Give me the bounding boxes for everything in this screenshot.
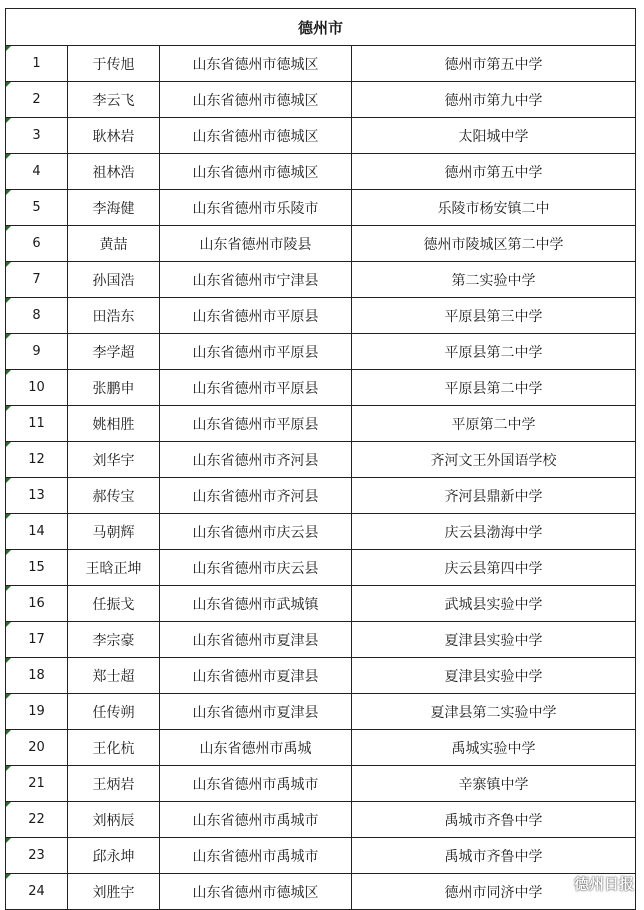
- row-number-text: 15: [28, 560, 45, 575]
- cell-marker: [6, 802, 11, 807]
- table-row: [6, 442, 636, 478]
- table-row: [6, 874, 636, 910]
- row-number: [6, 406, 68, 442]
- student-school: 夏津县实验中学: [352, 622, 636, 658]
- table-row: [6, 190, 636, 226]
- row-number-text: 6: [32, 236, 41, 251]
- student-school: 乐陵市杨安镇二中: [352, 190, 636, 226]
- student-location: 山东省德州市夏津县: [160, 622, 352, 658]
- cell-marker: [6, 298, 11, 303]
- row-number-text: 2: [32, 92, 41, 107]
- student-location: 山东省德州市德城区: [160, 154, 352, 190]
- student-name: 任传朔: [68, 694, 160, 730]
- student-school: 平原第二中学: [352, 406, 636, 442]
- row-number: [6, 46, 68, 82]
- student-name: 王化杭: [68, 730, 160, 766]
- student-name: 郑士超: [68, 658, 160, 694]
- table-row: [6, 154, 636, 190]
- table-row: [6, 118, 636, 154]
- table-row: [6, 586, 636, 622]
- table-header-row: [6, 9, 636, 46]
- row-number-text: 11: [28, 416, 45, 431]
- row-number: [6, 118, 68, 154]
- table-row: [6, 298, 636, 334]
- student-name: 祖林浩: [68, 154, 160, 190]
- student-name: 姚相胜: [68, 406, 160, 442]
- row-number: [6, 586, 68, 622]
- student-name: 李宗豪: [68, 622, 160, 658]
- student-school: 禹城市齐鲁中学: [352, 838, 636, 874]
- table-row: [6, 370, 636, 406]
- table-row: [6, 838, 636, 874]
- student-location: 山东省德州市禹城市: [160, 802, 352, 838]
- student-school: 庆云县第四中学: [352, 550, 636, 586]
- student-school: 第二实验中学: [352, 262, 636, 298]
- cell-marker: [6, 190, 11, 195]
- row-number: [6, 370, 68, 406]
- row-number: [6, 298, 68, 334]
- student-school: 德州市陵城区第二中学: [352, 226, 636, 262]
- wechat-icon: [548, 875, 570, 893]
- cell-marker: [6, 730, 11, 735]
- row-number: [6, 658, 68, 694]
- row-number: [6, 874, 68, 910]
- row-number: [6, 550, 68, 586]
- student-location: 山东省德州市夏津县: [160, 658, 352, 694]
- table-row: [6, 766, 636, 802]
- student-name: 任振戈: [68, 586, 160, 622]
- row-number: [6, 82, 68, 118]
- table-row: [6, 658, 636, 694]
- student-school: 德州市同济中学: [352, 874, 636, 910]
- student-location: 山东省德州市禹城: [160, 730, 352, 766]
- row-number: [6, 262, 68, 298]
- row-number-text: 10: [28, 380, 45, 395]
- student-location: 山东省德州市乐陵市: [160, 190, 352, 226]
- row-number: [6, 802, 68, 838]
- student-location: 山东省德州市武城镇: [160, 586, 352, 622]
- student-school: 平原县第三中学: [352, 298, 636, 334]
- student-name: 李海健: [68, 190, 160, 226]
- student-school: 夏津县第二实验中学: [352, 694, 636, 730]
- row-number: [6, 478, 68, 514]
- student-location: 山东省德州市陵县: [160, 226, 352, 262]
- student-location: 山东省德州市平原县: [160, 370, 352, 406]
- student-school: 齐河县鼎新中学: [352, 478, 636, 514]
- row-number-text: 20: [28, 740, 45, 755]
- cell-marker: [6, 262, 11, 267]
- student-location: 山东省德州市禹城市: [160, 838, 352, 874]
- row-number-text: 23: [28, 848, 45, 863]
- table-row: [6, 622, 636, 658]
- cell-marker: [6, 226, 11, 231]
- student-school: 平原县第二中学: [352, 334, 636, 370]
- student-location: 山东省德州市平原县: [160, 406, 352, 442]
- cell-marker: [6, 550, 11, 555]
- student-school: 辛寨镇中学: [352, 766, 636, 802]
- cell-marker: [6, 838, 11, 843]
- student-location: 山东省德州市夏津县: [160, 694, 352, 730]
- student-name: 刘柄辰: [68, 802, 160, 838]
- student-name: 王炳岩: [68, 766, 160, 802]
- row-number: [6, 766, 68, 802]
- row-number-text: 16: [28, 596, 45, 611]
- cell-marker: [6, 442, 11, 447]
- student-name: 张鹏申: [68, 370, 160, 406]
- row-number-text: 21: [28, 776, 45, 791]
- student-school: 庆云县渤海中学: [352, 514, 636, 550]
- table-row: [6, 478, 636, 514]
- row-number-text: 13: [28, 488, 45, 503]
- student-location: 山东省德州市德城区: [160, 874, 352, 910]
- student-name: 马朝辉: [68, 514, 160, 550]
- row-number: [6, 226, 68, 262]
- student-location: 山东省德州市德城区: [160, 82, 352, 118]
- row-number-text: 24: [28, 884, 45, 899]
- student-name: 李云飞: [68, 82, 160, 118]
- table-row: [6, 730, 636, 766]
- row-number: [6, 334, 68, 370]
- cell-marker: [6, 658, 11, 663]
- student-name: 邱永坤: [68, 838, 160, 874]
- table-row: [6, 262, 636, 298]
- cell-marker: [6, 514, 11, 519]
- row-number-text: 4: [32, 164, 41, 179]
- student-school: 德州市第五中学: [352, 154, 636, 190]
- cell-marker: [6, 874, 11, 879]
- row-number-text: 19: [28, 704, 45, 719]
- table-row: [6, 82, 636, 118]
- watermark: [548, 873, 634, 894]
- student-name: 于传旭: [68, 46, 160, 82]
- table-row: [6, 406, 636, 442]
- row-number: [6, 190, 68, 226]
- row-number-text: 14: [28, 524, 45, 539]
- table-row: [6, 550, 636, 586]
- cell-marker: [6, 46, 11, 51]
- table-row: [6, 514, 636, 550]
- row-number: [6, 730, 68, 766]
- student-name: 郝传宝: [68, 478, 160, 514]
- student-school: 德州市第五中学: [352, 46, 636, 82]
- row-number-text: 5: [32, 200, 41, 215]
- cell-marker: [6, 154, 11, 159]
- student-location: 山东省德州市平原县: [160, 298, 352, 334]
- student-school: 平原县第二中学: [352, 370, 636, 406]
- cell-marker: [6, 118, 11, 123]
- student-location: 山东省德州市庆云县: [160, 550, 352, 586]
- student-location: 山东省德州市齐河县: [160, 442, 352, 478]
- student-location: 山东省德州市德城区: [160, 46, 352, 82]
- table-row: [6, 46, 636, 82]
- cell-marker: [6, 694, 11, 699]
- student-name: 刘胜宇: [68, 874, 160, 910]
- student-location: 山东省德州市庆云县: [160, 514, 352, 550]
- row-number-text: 17: [28, 632, 45, 647]
- student-school: 禹城市齐鲁中学: [352, 802, 636, 838]
- student-name: 王晗正坤: [68, 550, 160, 586]
- row-number: [6, 838, 68, 874]
- cell-marker: [6, 766, 11, 771]
- student-name: 耿林岩: [68, 118, 160, 154]
- cell-marker: [6, 82, 11, 87]
- row-number: [6, 622, 68, 658]
- row-number-text: 18: [28, 668, 45, 683]
- student-location: 山东省德州市禹城市: [160, 766, 352, 802]
- table-row: [6, 334, 636, 370]
- student-school: 德州市第九中学: [352, 82, 636, 118]
- table-row: [6, 802, 636, 838]
- student-name: 刘华宇: [68, 442, 160, 478]
- student-name: 孙国浩: [68, 262, 160, 298]
- row-number-text: 1: [32, 56, 41, 71]
- cell-marker: [6, 406, 11, 411]
- row-number: [6, 442, 68, 478]
- student-name: 李学超: [68, 334, 160, 370]
- row-number: [6, 694, 68, 730]
- row-number: [6, 154, 68, 190]
- student-school: 禹城实验中学: [352, 730, 636, 766]
- table-body: [6, 46, 636, 910]
- watermark-text: 德州日报: [573, 875, 634, 893]
- student-name: 黄喆: [68, 226, 160, 262]
- cell-marker: [6, 478, 11, 483]
- table-row: [6, 226, 636, 262]
- row-number-text: 22: [28, 812, 45, 827]
- student-name: 田浩东: [68, 298, 160, 334]
- winners-table: [5, 8, 636, 910]
- cell-marker: [6, 586, 11, 591]
- city-header: 德州市: [6, 9, 636, 46]
- student-location: 山东省德州市德城区: [160, 118, 352, 154]
- student-school: 齐河文王外国语学校: [352, 442, 636, 478]
- row-number: [6, 514, 68, 550]
- cell-marker: [6, 334, 11, 339]
- student-location: 山东省德州市齐河县: [160, 478, 352, 514]
- student-school: 夏津县实验中学: [352, 658, 636, 694]
- row-number-text: 7: [32, 272, 41, 287]
- student-location: 山东省德州市宁津县: [160, 262, 352, 298]
- student-school: 太阳城中学: [352, 118, 636, 154]
- row-number-text: 9: [32, 344, 41, 359]
- row-number-text: 3: [32, 128, 41, 143]
- cell-marker: [6, 622, 11, 627]
- student-school: 武城县实验中学: [352, 586, 636, 622]
- row-number-text: 12: [28, 452, 45, 467]
- table-row: [6, 694, 636, 730]
- student-location: 山东省德州市平原县: [160, 334, 352, 370]
- row-number-text: 8: [32, 308, 41, 323]
- cell-marker: [6, 370, 11, 375]
